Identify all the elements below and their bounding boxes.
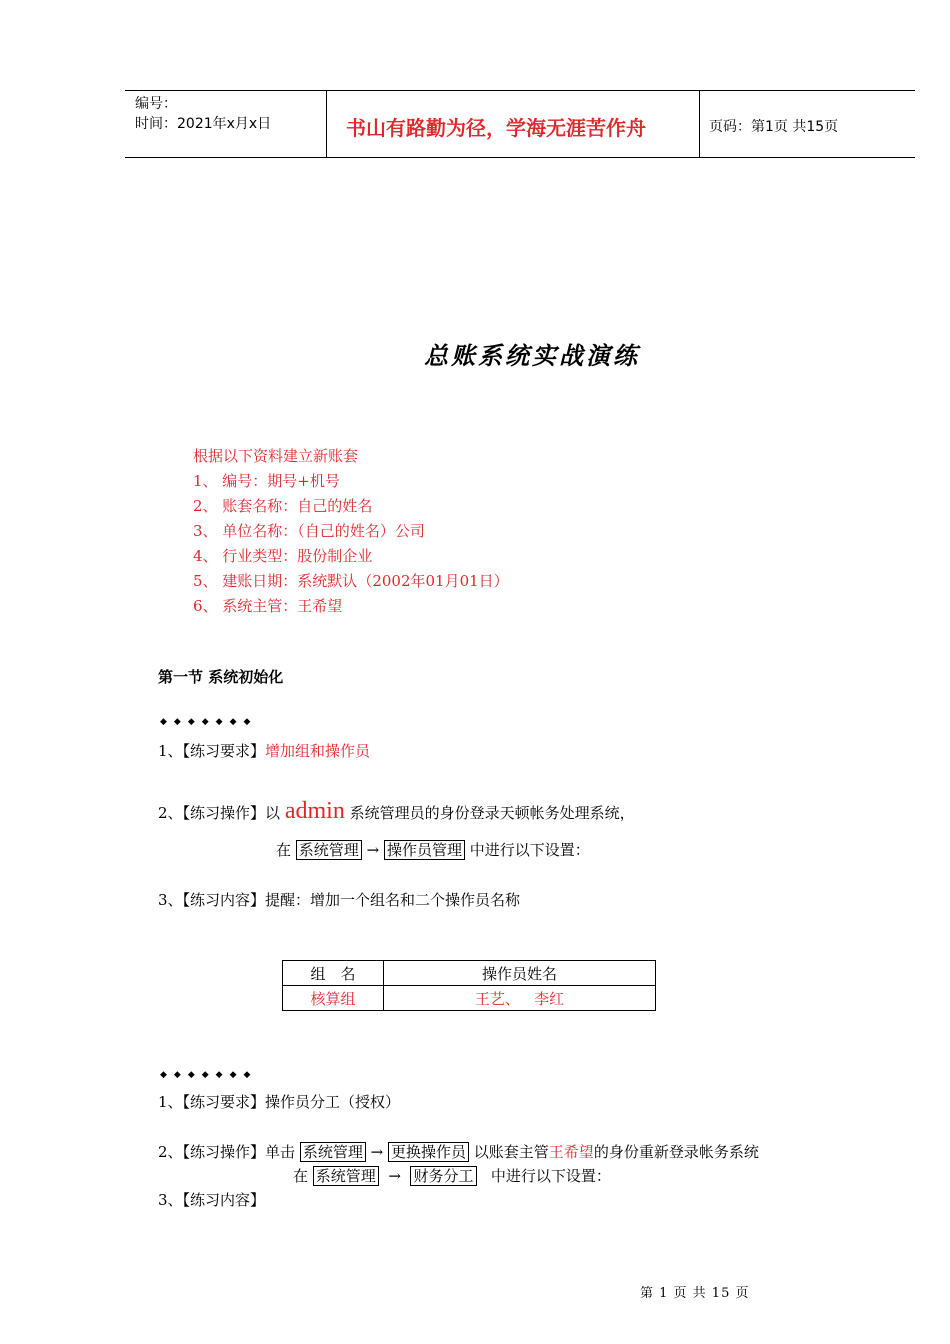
intro-item: 5、 建账日期：系统默认（2002年01月01日） — [193, 572, 509, 590]
menu-system-management: 系统管理 — [296, 840, 362, 860]
intro-item: 3、 单位名称：（自己的姓名）公司 — [193, 522, 425, 540]
requirement-label: 1、【练习要求】 — [158, 1093, 266, 1111]
table-cell: 王艺、 李红 — [384, 986, 656, 1011]
header-page-info: 页码：第1页 共15页 — [709, 119, 839, 135]
header-divider — [326, 90, 327, 158]
intro-item: 6、 系统主管：王希望 — [193, 597, 343, 615]
path-suffix: 中进行以下设置： — [490, 1167, 611, 1185]
operation-text: 的身份重新登录帐务系统 — [593, 1143, 759, 1161]
requirement-text: 增加组和操作员 — [265, 742, 371, 760]
path-suffix: 中进行以下设置： — [469, 841, 590, 859]
header-divider — [699, 90, 700, 158]
table-cell: 核算组 — [283, 986, 384, 1011]
menu-system-management: 系统管理 — [313, 1166, 379, 1186]
operation-label: 2、【练习操作】单击 — [158, 1143, 296, 1161]
intro-item: 1、 编号：期号+机号 — [193, 472, 340, 490]
header-motto: 书山有路勤为径，学海无涯苦作舟 — [346, 116, 646, 140]
menu-system-management: 系统管理 — [300, 1142, 366, 1162]
arrow-icon: → — [366, 841, 380, 859]
menu-change-operator: 更换操作员 — [388, 1142, 469, 1162]
admin-keyword: admin — [284, 798, 345, 824]
operation-text: 以账套主管 — [473, 1143, 549, 1161]
menu-finance-division: 财务分工 — [410, 1166, 476, 1186]
intro-heading: 根据以下资料建立新账套 — [193, 447, 359, 465]
header-bottom-rule — [125, 157, 915, 158]
header-top-rule — [125, 90, 915, 91]
intro-item: 2、 账套名称：自己的姓名 — [193, 497, 373, 515]
menu-path — [293, 1165, 611, 1186]
table-header-cell: 操作员姓名 — [384, 961, 656, 986]
practice-operation — [158, 1141, 759, 1162]
header-number-label: 编号： — [135, 96, 177, 112]
group-operator-table — [282, 960, 656, 1011]
practice-requirement — [158, 1091, 400, 1112]
page-footer: 第 1 页 共 15 页 — [640, 1286, 750, 1301]
path-prefix: 在 — [276, 841, 292, 859]
table-row — [283, 986, 656, 1011]
practice-content — [158, 1189, 265, 1210]
diamond-separator: ◆◆◆◆◆◆◆ — [160, 717, 258, 727]
table-header-row — [283, 961, 656, 986]
supervisor-name: 王希望 — [548, 1143, 594, 1161]
content-label: 3、【练习内容】 — [158, 1191, 266, 1209]
table-header-cell: 组 名 — [283, 961, 384, 986]
menu-path — [276, 839, 590, 860]
content-label: 3、【练习内容】 — [158, 891, 266, 909]
requirement-text: 操作员分工（授权） — [265, 1093, 401, 1111]
menu-operator-management: 操作员管理 — [384, 840, 465, 860]
document-title: 总账系统实战演练 — [424, 341, 640, 370]
header-meta — [135, 94, 271, 134]
operation-label: 2、【练习操作】以 — [158, 804, 281, 822]
practice-operation — [158, 798, 635, 825]
arrow-icon: → — [388, 1167, 401, 1185]
path-prefix: 在 — [293, 1167, 309, 1185]
header-time-label: 时间：2021年x月x日 — [135, 116, 272, 132]
section-heading: 第一节 系统初始化 — [158, 668, 284, 686]
intro-item: 4、 行业类型：股份制企业 — [193, 547, 373, 565]
arrow-icon: → — [370, 1143, 384, 1161]
diamond-separator: ◆◆◆◆◆◆◆ — [160, 1070, 258, 1080]
practice-content — [158, 889, 520, 910]
content-text: 提醒：增加一个组名和二个操作员名称 — [265, 891, 521, 909]
requirement-label: 1、【练习要求】 — [158, 742, 266, 760]
practice-requirement — [158, 740, 370, 761]
operation-text: 系统管理员的身份登录天顿帐务处理系统， — [349, 804, 635, 822]
